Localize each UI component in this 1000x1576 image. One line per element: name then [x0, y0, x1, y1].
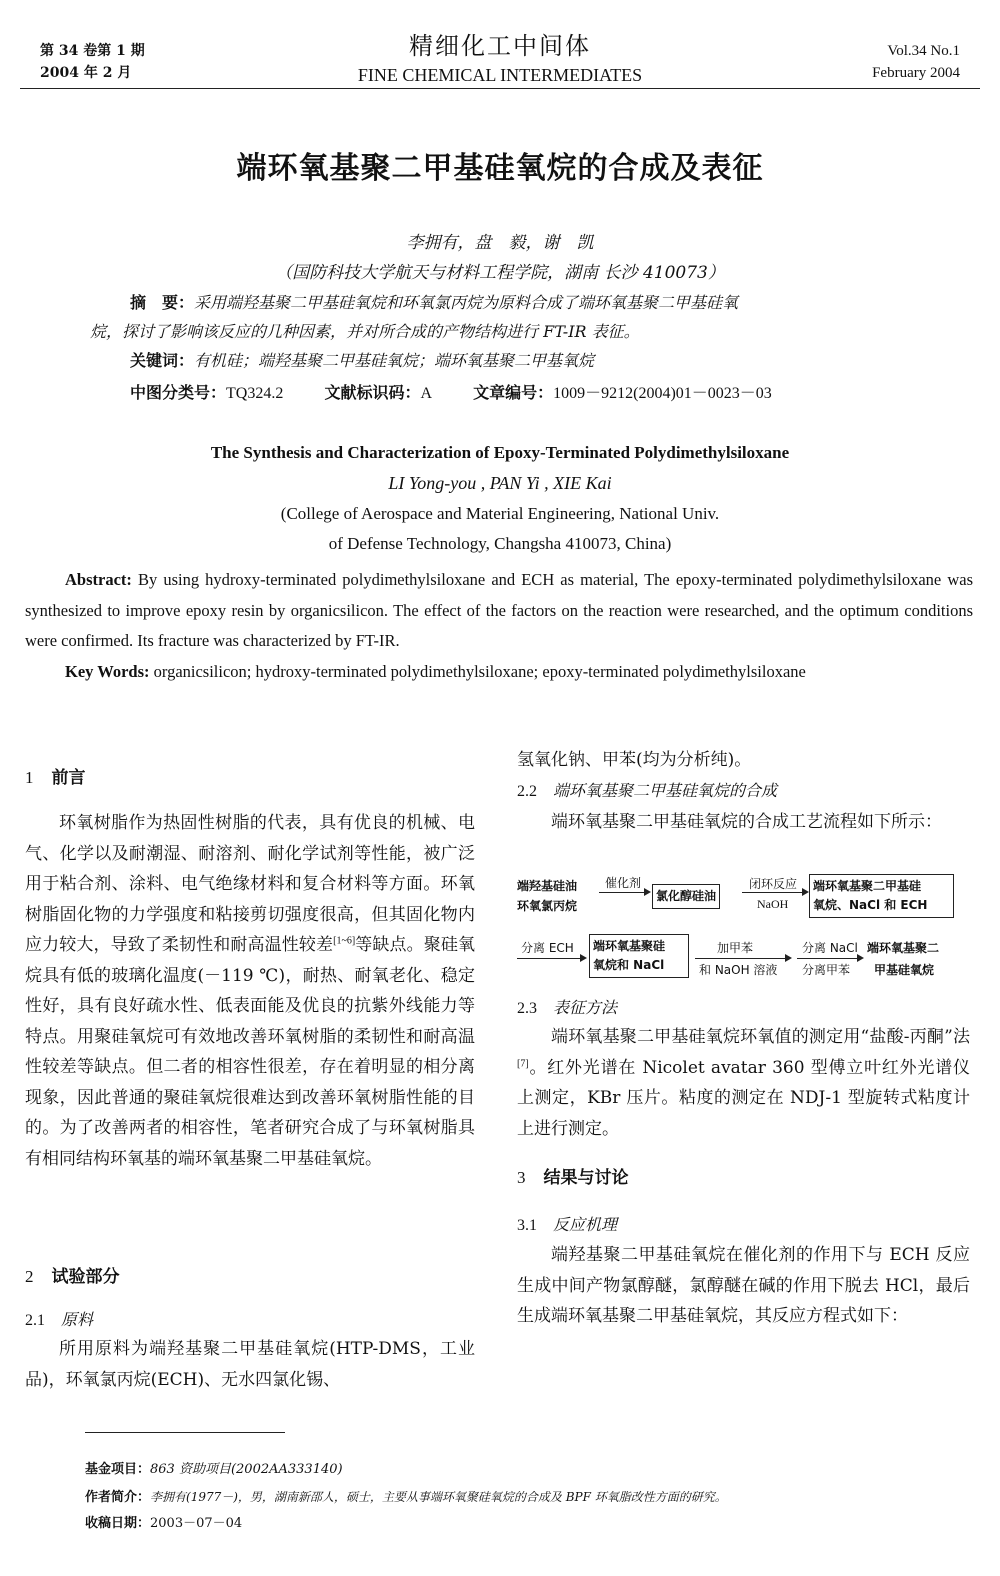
flow-output-2: 甲基硅氧烷 — [874, 963, 935, 977]
footnote-author-label: 作者简介： — [85, 1490, 151, 1505]
footnote-author-text: 李拥有(1977－)，男，湖南新邵人，硕士，主要从事端环氧聚硅氧烷的合成及 BPF 环氧脂改性方面的研究。 — [150, 1490, 727, 1504]
flow-output-1: 端环氧基聚二 — [867, 941, 940, 955]
intro-citation: [1~6] — [333, 935, 356, 947]
journal-title-en: FINE CHEMICAL INTERMEDIATES — [357, 65, 643, 85]
section-2-1-heading — [25, 1305, 475, 1337]
clc-value: TQ324.2 — [226, 385, 284, 402]
section-3-1-number: 3.1 — [517, 1217, 537, 1234]
flow-arrow-4-label-bottom: 和 NaOH 溶液 — [699, 963, 778, 977]
header-rule — [20, 88, 980, 89]
footnote-received-label: 收稿日期： — [85, 1516, 151, 1531]
characterization-paragraph — [517, 1022, 970, 1144]
keywords-en-label: Key Words: — [65, 661, 150, 681]
issue-date-en: February 2004 — [872, 65, 960, 81]
flow-arrow-4-label-top: 加甲苯 — [717, 941, 754, 955]
intro-text-a: 环氧树脂作为热固性树脂的代表，具有优良的机械、电气、化学以及耐潮湿、耐溶剂、耐化学试剂等性能，被广泛用于粘合剂、涂料、电气绝缘材料和复合材料等方面。环氧树脂固化物的力学强度和粘接剪切强度很高，但其固化物内应力较大，导致了柔韧性和耐高温性较差 — [25, 813, 475, 955]
flow-arrow-2-label-bottom: NaOH — [757, 897, 789, 911]
characterization-text-a: 端环氧基聚二甲基硅氧烷环氧值的测定用“盐酸-丙酮”法 — [551, 1027, 970, 1047]
materials-paragraph-cont: 氢氧化钠、甲苯(均为分析纯)。 — [517, 750, 752, 770]
section-2-number: 2 — [25, 1267, 34, 1286]
keywords-cn-text: 有机硅；端羟基聚二甲基硅氧烷；端环氧基聚二甲基氧烷 — [194, 351, 595, 370]
authors-en: LI Yong-you , PAN Yi , XIE Kai — [388, 473, 612, 493]
section-3-title: 结果与讨论 — [543, 1168, 629, 1188]
article-no-value: 1009－9212(2004)01－0023－03 — [553, 385, 772, 402]
keywords-en — [25, 657, 973, 688]
flow-box-epoxy-nacl-line2: 氧烷和 NaCl — [593, 958, 665, 972]
flow-arrow-1-label: 催化剂 — [605, 876, 642, 890]
section-3-1-title: 反应机理 — [553, 1215, 618, 1234]
abstract-cn — [90, 288, 945, 346]
section-1-title: 前言 — [51, 768, 86, 788]
flow-arrow-3 — [517, 958, 585, 959]
flow-box-chlorohydrin: 氯化醇硅油 — [652, 884, 720, 909]
clc-label: 中图分类号： — [130, 383, 227, 402]
doc-code-value: A — [420, 385, 433, 402]
section-2-1-title: 原料 — [61, 1310, 94, 1329]
intro-text-b: 等缺点。聚硅氧烷具有低的玻璃化温度(－119 ℃)，耐热、耐氧老化、稳定性好，具有良好疏水性、低表面能及优良的抗紫外线能力等特点。用聚硅氧烷可有效地改善环氧树脂的柔韧性和耐高温性较差等缺点。但二者的相容性很差，存在着明显的相分离现象，因此普通的聚硅氧烷很难达到改善环氧树脂性能的目的。为了改善两者的相容性，笔者研究合成了与环氧树脂具有相同结构环氧基的端环氧基聚二甲基硅氧烷。 — [25, 935, 476, 1169]
section-2-title: 试验部分 — [51, 1267, 120, 1287]
mechanism-paragraph: 端羟基聚二甲基硅氧烷在催化剂的作用下与 ECH 反应生成中间产物氯醇醚，氯醇醚在碱的作用下脱去 HCl，最后生成端环氧基聚二甲基硅氧烷，其反应方程式如下： — [517, 1245, 970, 1326]
affiliation-cn: （国防科技大学航天与材料工程学院，湖南 长沙 410073） — [275, 263, 725, 283]
section-1-number: 1 — [25, 768, 34, 787]
abstract-en-text: By using hydroxy-terminated polydimethylsiloxane and ECH as material, The epoxy-terminated polydimethylsiloxane was synthesized to improve epoxy resin by organicsilicon. The effect of the factors on the reaction were researched, and the optimum conditions were confirmed. Its fracture was characterized by FT-IR. — [25, 570, 973, 650]
flow-box-epoxy-nacl-line1: 端环氧基聚硅 — [593, 939, 666, 953]
section-2-3-heading — [517, 993, 970, 1025]
footnote-fund-text: 863 资助项目(2002AA333140) — [150, 1462, 343, 1477]
flow-arrow-1 — [599, 892, 649, 893]
abstract-cn-line2: 烷，探讨了影响该反应的几种因素，并对所合成的产物结构进行 FT-IR 表征。 — [90, 322, 640, 341]
flow-box-epoxy-nacl — [589, 934, 689, 978]
keywords-en-text: organicsilicon; hydroxy-terminated polydimethylsiloxane; epoxy-terminated polydimethylsiloxane — [149, 661, 806, 681]
footnote-received — [85, 1514, 242, 1534]
issue-date: 2004 年 2 月 — [40, 65, 132, 81]
section-2-1-number: 2.1 — [25, 1312, 45, 1329]
abstract-en-paragraph — [25, 565, 973, 657]
flow-arrow-5 — [797, 958, 862, 959]
section-2-2-title: 端环氧基聚二甲基硅氧烷的合成 — [553, 781, 778, 800]
section-2-2-heading — [517, 776, 970, 808]
abstract-cn-label: 摘 要： — [130, 293, 195, 312]
issue-volume-en: Vol.34 No.1 — [887, 43, 960, 59]
abstract-en — [25, 565, 973, 687]
paper-title-cn: 端环氧基聚二甲基硅氧烷的合成及表征 — [236, 151, 764, 186]
affiliation-en-line1: (College of Aerospace and Material Engineering, National Univ. — [280, 504, 720, 523]
section-3-1-heading — [517, 1210, 970, 1242]
flow-input-1: 端羟基硅油 — [517, 879, 578, 893]
flow-arrow-5-label-bottom: 分离甲苯 — [802, 963, 851, 977]
characterization-citation: [7] — [517, 1057, 529, 1069]
flow-box-mixture-line1: 端环氧基聚二甲基硅 — [813, 879, 922, 893]
flow-arrow-3-label: 分离 ECH — [521, 941, 574, 955]
authors-cn: 李拥有，盘 毅，谢 凯 — [406, 233, 594, 253]
issue-info-en — [872, 40, 960, 84]
footnote-rule — [85, 1432, 285, 1433]
footnote-fund-label: 基金项目： — [85, 1462, 151, 1477]
journal-title-cn: 精细化工中间体 — [409, 32, 591, 60]
section-1-heading — [25, 763, 475, 794]
issue-volume: 第 34 卷第 1 期 — [40, 43, 145, 59]
section-3-number: 3 — [517, 1168, 526, 1187]
section-2-2-number: 2.2 — [517, 783, 537, 800]
flow-arrow-2-label-top: 闭环反应 — [749, 877, 798, 891]
abstract-cn-line1: 采用端羟基聚二甲基硅氧烷和环氧氯丙烷为原料合成了端环氧基聚二甲基硅氧 — [194, 293, 739, 312]
footnote-author — [85, 1487, 965, 1508]
section-3-heading — [517, 1163, 970, 1194]
flow-arrow-5-label-top: 分离 NaCl — [802, 941, 858, 955]
materials-paragraph: 所用原料为端羟基聚二甲基硅氧烷(HTP-DMS，工业品)，环氧氯丙烷(ECH)、无水四氯化锡、 — [25, 1339, 475, 1390]
classification-line — [130, 378, 808, 408]
flow-arrow-2 — [742, 892, 807, 893]
synthesis-paragraph: 端环氧基聚二甲基硅氧烷的合成工艺流程如下所示： — [551, 812, 942, 832]
keywords-cn-label: 关键词： — [130, 351, 195, 370]
footnote-fund — [85, 1460, 343, 1480]
intro-paragraph — [25, 808, 475, 1174]
flow-box-mixture — [809, 874, 954, 918]
synthesis-flow-diagram — [517, 872, 972, 984]
footnote-received-date: 2003－07－04 — [150, 1516, 243, 1531]
paper-title-en: The Synthesis and Characterization of Epoxy-Terminated Polydimethylsiloxane — [210, 443, 790, 462]
article-no-label: 文章编号： — [473, 383, 554, 402]
doc-code-label: 文献标识码： — [324, 383, 421, 402]
characterization-text-b: 。红外光谱在 Nicolet avatar 360 型傅立叶红外光谱仪上测定，KBr 压片。粘度的测定在 NDJ-1 型旋转式粘度计上进行测定。 — [517, 1057, 970, 1139]
flow-arrow-4 — [695, 958, 790, 959]
journal-header — [0, 30, 1000, 88]
section-2-heading — [25, 1262, 475, 1293]
flow-box-mixture-line2: 氧烷、NaCl 和 ECH — [813, 898, 928, 912]
section-2-3-number: 2.3 — [517, 1000, 537, 1017]
section-2-3-title: 表征方法 — [553, 998, 618, 1017]
affiliation-en-line2: of Defense Technology, Changsha 410073, China) — [328, 534, 672, 553]
abstract-en-label: Abstract: — [65, 570, 132, 589]
flow-input-2: 环氧氯丙烷 — [517, 899, 578, 913]
keywords-cn — [130, 346, 594, 375]
